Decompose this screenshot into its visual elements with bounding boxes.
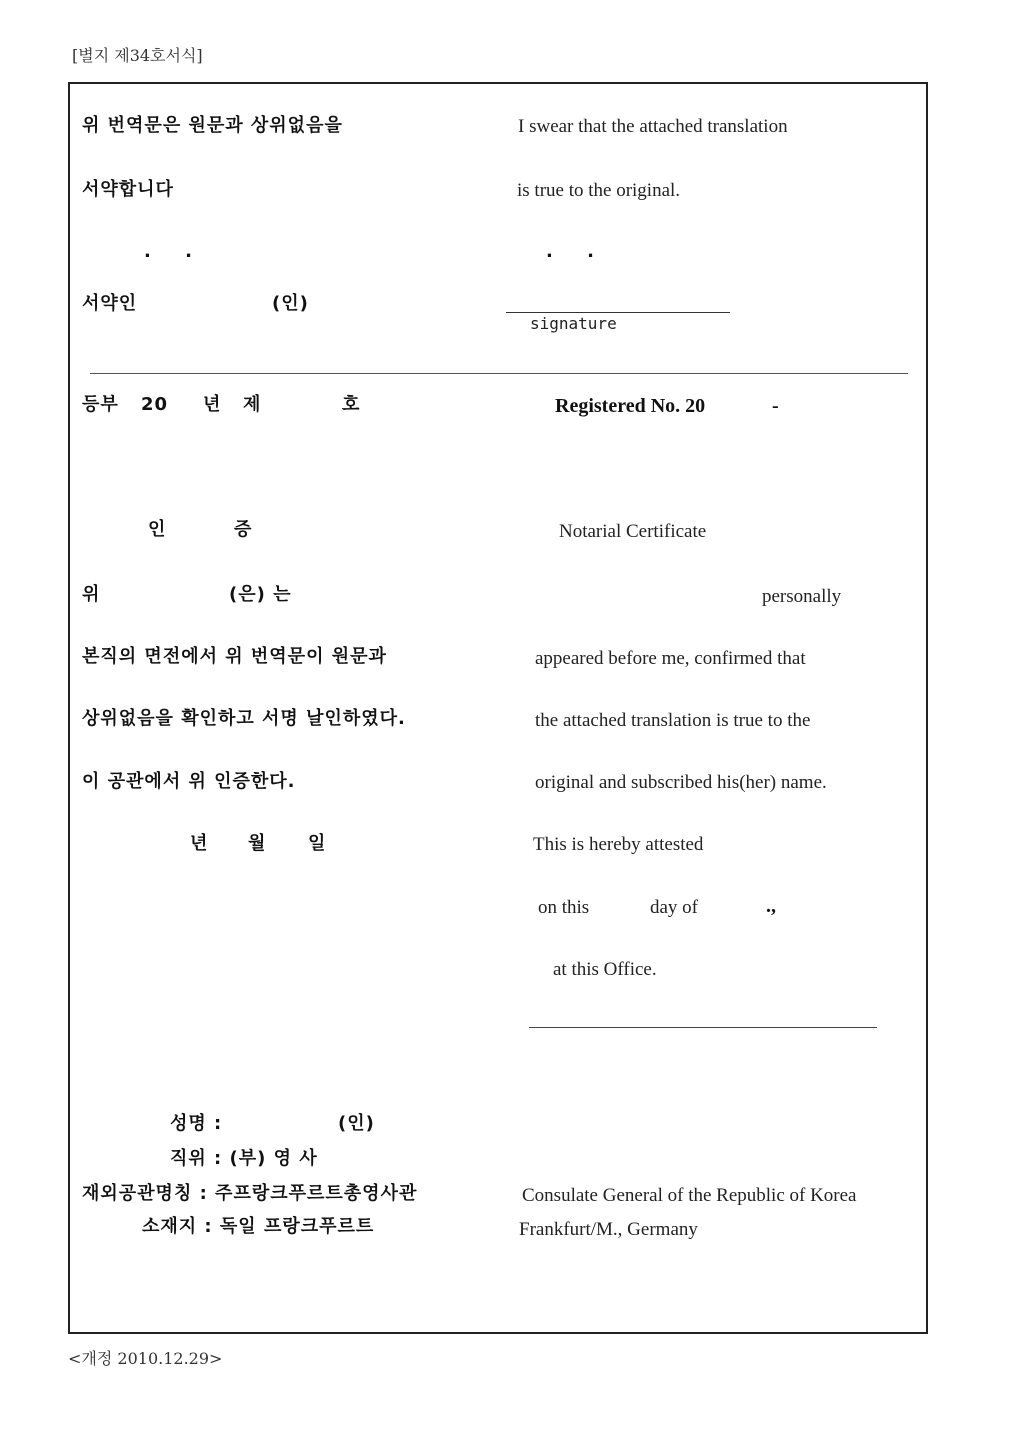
certificate-en-line-6a: on this (538, 897, 590, 918)
certificate-ko-line-1a: 위 (82, 584, 101, 605)
registration-ko-year-unit: 년 (203, 394, 222, 415)
form-number-label: [별지 제34호서식] (72, 46, 203, 65)
oath-ko-date-dots: . . (144, 241, 206, 262)
signature-label: signature (530, 314, 617, 333)
official-office-en: Consulate General of the Republic of Korea (522, 1185, 857, 1206)
certificate-en-line-4: original and subscribed his(her) name. (535, 772, 827, 793)
certificate-ko-title-char-2: 증 (234, 519, 253, 540)
signature-line (506, 312, 730, 313)
notary-signature-line (529, 1027, 877, 1028)
certificate-ko-line-4: 이 공관에서 위 인증한다. (82, 771, 296, 792)
section-divider (90, 373, 908, 374)
official-position: 직위 : (부) 영 사 (170, 1148, 318, 1169)
registration-ko-number-suffix: 호 (342, 394, 361, 415)
certificate-en-line-5: This is hereby attested (533, 834, 704, 855)
certificate-en-line-7: at this Office. (553, 959, 657, 980)
certificate-ko-line-1b: (은) 는 (229, 584, 292, 605)
certificate-en-personally: personally (762, 586, 842, 607)
oath-en-line-2: is true to the original. (517, 180, 681, 201)
oath-ko-seal: (인) (272, 293, 309, 314)
certificate-en-title: Notarial Certificate (559, 521, 707, 542)
oath-en-date-dots: . . (546, 241, 608, 262)
oath-ko-line-2: 서약합니다 (82, 179, 174, 200)
certificate-ko-date-month: 월 (248, 833, 267, 854)
official-office-name: 재외공관명칭 : 주프랑크푸르트총영사관 (82, 1183, 418, 1204)
revision-note: <개정 2010.12.29> (68, 1349, 223, 1368)
certificate-ko-line-3: 상위없음을 확인하고 서명 날인하였다. (82, 708, 406, 729)
registration-ko-prefix: 등부 (82, 394, 119, 415)
official-location: 소재지 : 독일 프랑크푸르트 (142, 1216, 375, 1237)
certificate-ko-line-2: 본직의 면전에서 위 번역문이 원문과 (82, 646, 387, 667)
registration-en-dash: - (772, 395, 779, 417)
certificate-en-line-2: appeared before me, confirmed that (535, 648, 806, 669)
oath-en-line-1: I swear that the attached translation (518, 116, 788, 137)
official-name-seal: (인) (338, 1113, 375, 1134)
official-name-label: 성명 : (170, 1113, 223, 1134)
oath-ko-line-1: 위 번역문은 원문과 상위없음을 (82, 115, 343, 136)
registration-ko-number-prefix: 제 (243, 394, 262, 415)
certificate-ko-date-year: 년 (190, 833, 209, 854)
official-location-en: Frankfurt/M., Germany (519, 1219, 698, 1240)
certificate-ko-date-day: 일 (308, 833, 327, 854)
registration-ko-year: 20 (141, 394, 169, 415)
certificate-en-line-3: the attached translation is true to the (535, 710, 811, 731)
registration-en-label: Registered No. 20 (555, 395, 706, 417)
oath-ko-signer-label: 서약인 (82, 293, 138, 314)
certificate-en-line-6b: day of (650, 897, 699, 918)
certificate-ko-title-char-1: 인 (148, 519, 167, 540)
certificate-en-line-6c: ., (766, 895, 776, 917)
